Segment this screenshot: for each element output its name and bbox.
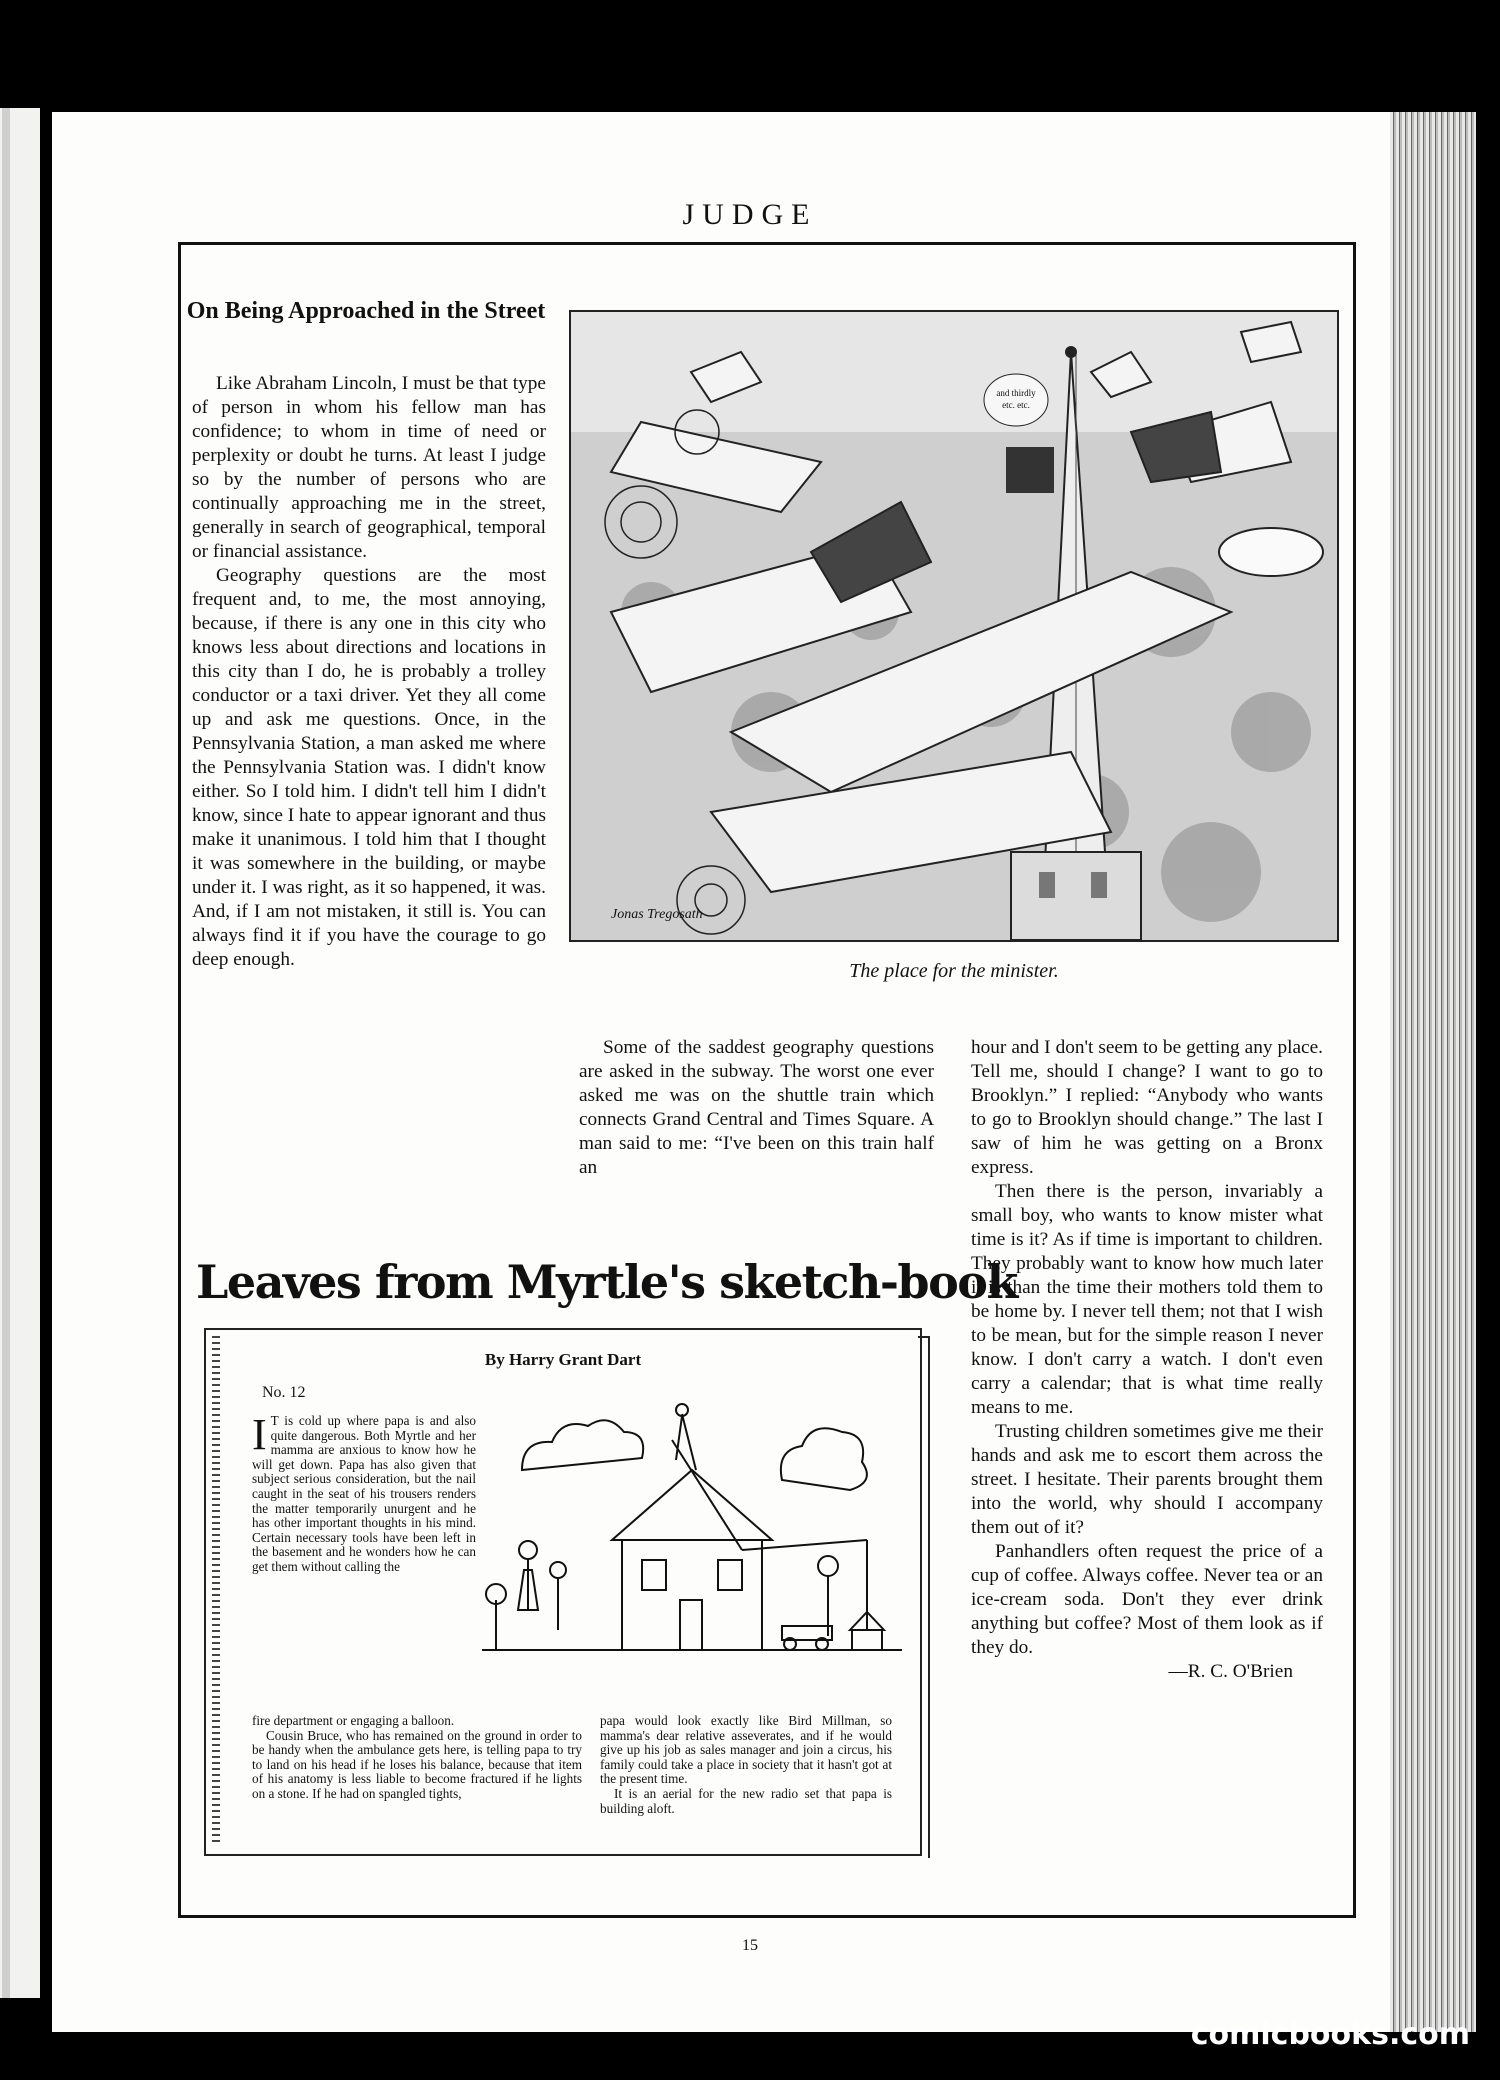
sketchbook-number: No. 12 [262,1384,306,1401]
paragraph: It is an aerial for the new radio set that papa is building aloft. [600,1785,892,1816]
article-column-3 [971,1036,1323,1684]
sketchbook-text-column-1 [252,1410,476,1575]
airplane-illustration [569,310,1339,942]
sketchbook-title: Leaves from Myrtle's sketch-book [196,1255,1017,1309]
paragraph: Geography questions are the most frequent and, to me, the most annoying, because, if there is any one in this city who knows less about directions and locations in this city than I do, he is probably a trolley conductor or a taxi driver. Yet they all come up and ask me questions. Once, in the Pennsylvania Station, a man asked me where the Pennsylvania Station was. I didn't know either. So I told him. I didn't tell him I didn't know, since I hate to appear ignorant and thus make it unanimous. I told him that I thought it was somewhere in the building, or maybe under it. I was right, as it so happened, it was. And, if I am not mistaken, it still is. You can always find it if you have the courage to go deep enough. [192,565,546,970]
svg-text:and thirdly: and thirdly [996,388,1036,398]
previous-page-edge [0,108,40,1998]
page-number: 15 [742,1937,758,1954]
sketchbook-panel [204,1328,922,1856]
sketchbook-text-column-3 [600,1714,892,1816]
illustration-drawing [571,312,1337,940]
house-drawing [482,1400,902,1700]
paragraph: Some of the saddest geography questions are asked in the subway. The worst one ever asked me was on the shuttle train which connects Grand Central and Times Square. A man said to me: “I've been on this train half an [579,1037,934,1178]
paragraph: Trusting children sometimes give me their hands and ask me to escort them across the street. I hesitate. Their parents brought them into the world, why should I accompany them out of it? [971,1421,1323,1538]
magazine-title: JUDGE [682,198,818,231]
paragraph: Panhandlers often request the price of a cup of coffee. Always coffee. Never tea or an ice-cream soda. Don't they ever drink anything but coffee? Most of them look as if they do. [971,1541,1323,1658]
article-column-1 [192,372,546,972]
paragraph: Like Abraham Lincoln, I must be that type of person in whom his fellow man has confidence; to whom in time of need or perplexity or doubt he turns. At least I judge so by the number of persons who are continually approaching me in the street, generally in search of geographical, temporal or financial assistance. [192,373,546,562]
sketchbook-byline: By Harry Grant Dart [484,1350,642,1369]
paragraph: T is cold up where papa is and also quite dangerous. Both Myrtle and her mamma are anxious to know how he will get down. Papa has also given that subject serious consideration, but the nail caught in the seat of his trousers renders the matter temporarily unurgent and he has other important thoughts in his mind. Certain necessary tools have been left in the basement and he wonders how he can get them without calling the [252,1413,476,1574]
paragraph: fire department or engaging a balloon. [252,1713,455,1728]
book-page-edges [1390,112,1476,2032]
article-heading: On Being Approached in the Street [186,298,546,324]
paragraph: Cousin Bruce, who has remained on the ground in order to be handy when the ambulance gets here, is telling papa to try to land on his head if he loses his balance, because that item of his anatomy is less liable to become fractured if he lights on a stone. If he had on spangled tights, [252,1727,582,1801]
paragraph: Then there is the person, invariably a small boy, who wants to know mister what time is it? As if time is important to children. They probably want to know how much later it is than the time their mothers told them to be home by. I never tell them; not that I wish to be mean, but for the simple reason I never know. I don't carry a watch. I don't even carry a calendar; that is what time really means to me. [971,1181,1323,1418]
illustration-caption: The place for the minister. [849,960,1059,982]
article-column-2 [579,1036,934,1180]
author-signature: —R. C. O'Brien [1168,1661,1293,1682]
svg-text:etc. etc.: etc. etc. [1002,400,1030,410]
paragraph: papa would look exactly like Bird Millman, so mamma's dear relative asseverates, and if he would give up his job as sales manager and join a circus, his family could take a place in society that it hasn't got at the present time. [600,1713,892,1787]
illustration-artist-signature: Jonas Tregosath [611,907,703,922]
drop-cap: I [252,1410,267,1459]
paragraph: hour and I don't seem to be getting any place. Tell me, should I change? I want to go to Brooklyn.” I replied: “Anybody who wants to go to Brooklyn should change.” The last I saw of him he was getting on a Bronx express. [971,1037,1323,1178]
sketchbook-drawing [482,1400,902,1700]
sketchbook-text-column-2 [252,1714,582,1802]
watermark: comicbooks.com [1190,2017,1470,2052]
